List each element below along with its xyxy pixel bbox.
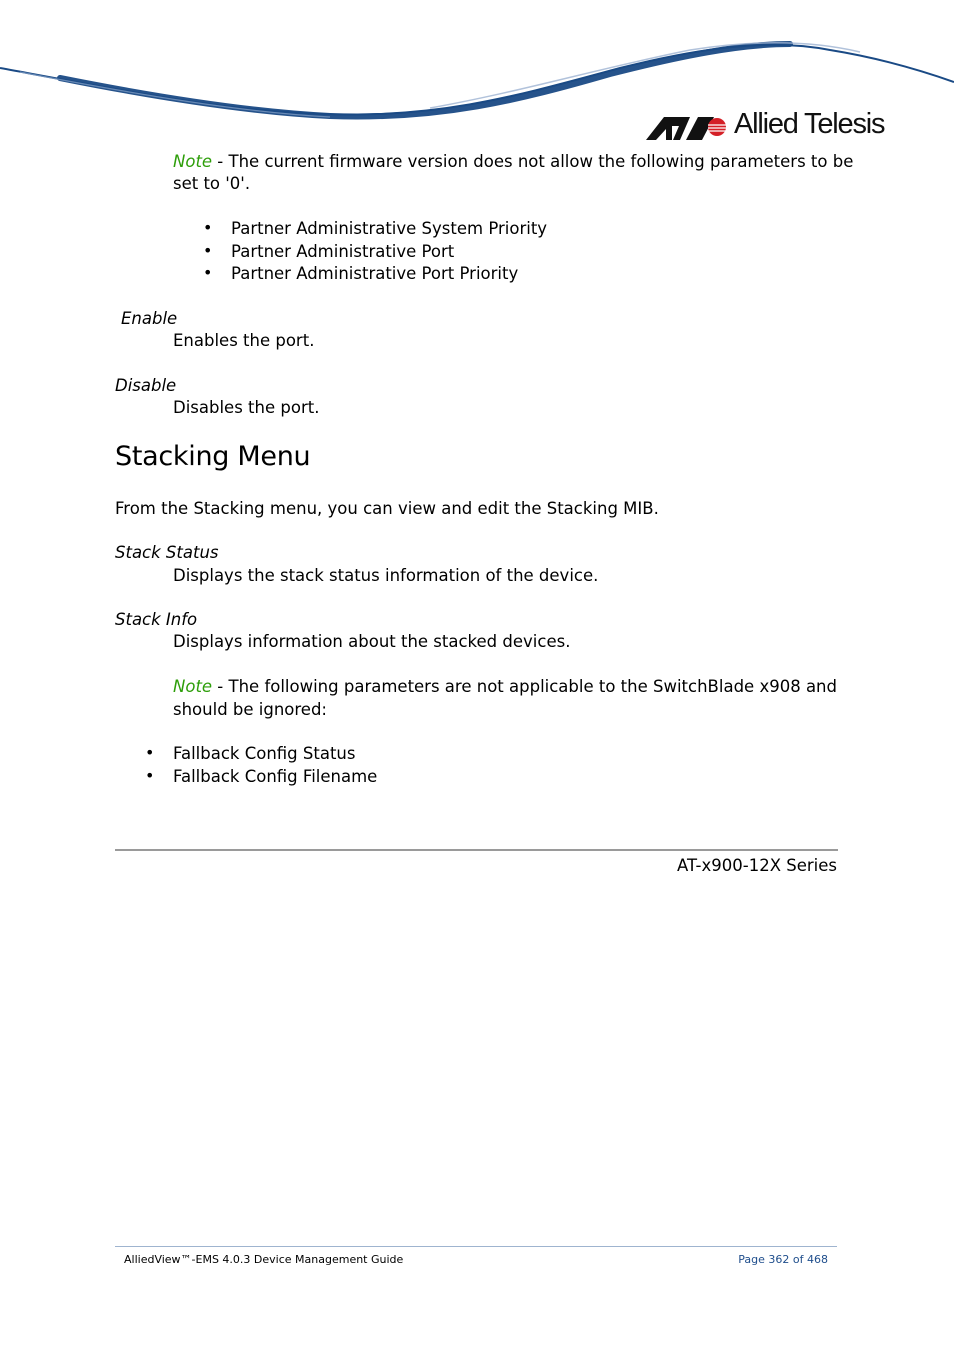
section-heading: Stacking Menu: [115, 441, 311, 472]
list-item: Partner Administrative System Priority: [231, 219, 548, 238]
note-text: - The following parameters are not applicable to the SwitchBlade x908 and: [212, 677, 837, 696]
enable-term: Enable: [121, 309, 178, 328]
bullet-icon: •: [145, 743, 155, 762]
disable-term: Disable: [115, 376, 177, 395]
list-item: Partner Administrative Port Priority: [231, 264, 519, 283]
header-wave: [0, 0, 954, 125]
logo: [646, 108, 906, 148]
section-intro: From the Stacking menu, you can view and edit the Stacking MIB.: [115, 499, 659, 518]
allied-telesis-logo-icon: [646, 113, 730, 143]
brand-name: Allied Telesis: [734, 108, 885, 140]
stack-info-desc: Displays information about the stacked devices.: [173, 632, 571, 651]
bullet-icon: •: [203, 263, 213, 282]
note-1: [173, 151, 853, 173]
footer-guide-title: AlliedView™-EMS 4.0.3 Device Management Guide: [124, 1253, 404, 1266]
list-item: Fallback Config Filename: [173, 767, 378, 786]
section-divider: [115, 849, 838, 851]
note-2-line2: [173, 699, 327, 721]
series-label: AT-x900-12X Series: [676, 856, 837, 875]
note-text-cont: set to '0'.: [173, 174, 251, 193]
note-text-cont: should be ignored:: [173, 700, 327, 719]
footer-page-number: Page 362 of 468: [738, 1253, 828, 1266]
bullet-icon: •: [145, 766, 155, 785]
bullet-icon: •: [203, 241, 213, 260]
list-item: Partner Administrative Port: [231, 242, 455, 261]
bullet-icon: •: [203, 218, 213, 237]
note-label: Note: [173, 677, 213, 696]
note-label: Note: [173, 152, 213, 171]
stack-status-term: Stack Status: [115, 543, 219, 562]
footer-divider: [115, 1246, 837, 1247]
stack-status-desc: Displays the stack status information of the device.: [173, 566, 599, 585]
enable-desc: Enables the port.: [173, 331, 315, 350]
note-1-line2: [173, 173, 250, 195]
note-text: - The current firmware version does not allow the following parameters to be: [212, 152, 854, 171]
disable-desc: Disables the port.: [173, 398, 320, 417]
list-item: Fallback Config Status: [173, 744, 356, 763]
note-2: [173, 676, 837, 698]
stack-info-term: Stack Info: [115, 610, 198, 629]
